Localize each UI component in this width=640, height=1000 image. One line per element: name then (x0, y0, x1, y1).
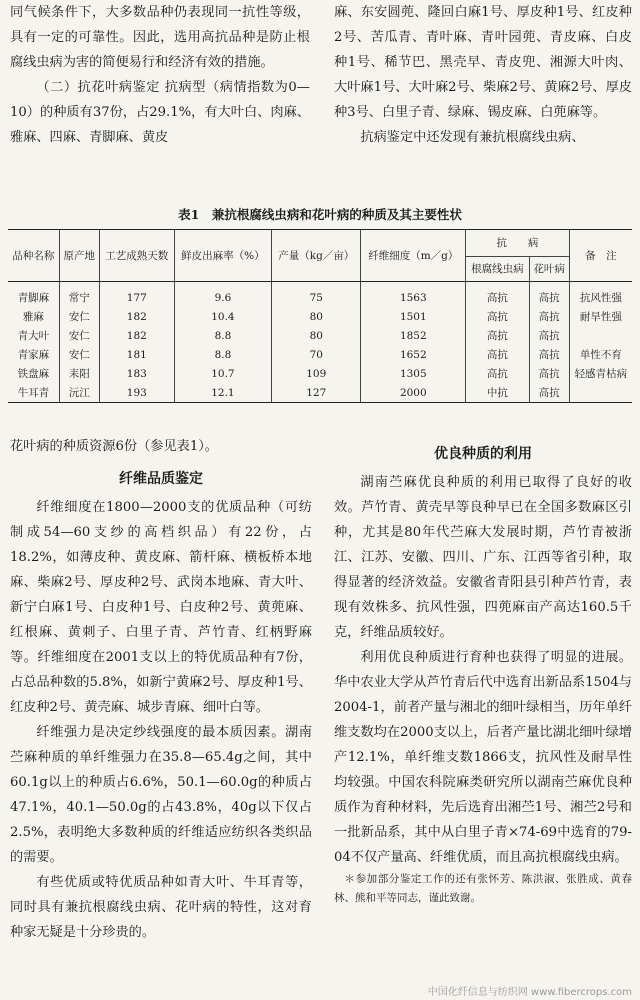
table-row (8, 282, 632, 308)
header-mosaic: 花叶病 (529, 257, 569, 282)
table-cell-yield: 109 (272, 364, 361, 383)
footnote: ＊参加部分鉴定工作的还有张怀芳、陈洪淑、张胜成、黄春林、熊和平等同志，谨此致谢。 (334, 873, 632, 904)
table-cell-name: 雅麻 (22, 310, 44, 323)
section-heading: 优良种质的利用 (434, 446, 532, 462)
table-cell-mosaic: 高抗 (529, 282, 569, 308)
watermark: 中国化纤信息与纺织网 www.fibercrops.com (427, 987, 632, 998)
table-cell-name: 青大叶 (17, 329, 50, 342)
table-cell-remark: 单性不育 (569, 345, 632, 364)
table-cell-remark: 抗风性强 (569, 282, 632, 308)
header-yield: 产量（kg／亩） (272, 230, 361, 282)
table-cell-nematode: 高抗 (466, 345, 529, 364)
left-column-bottom (10, 434, 312, 945)
header-origin: 原产地 (59, 230, 99, 282)
section-heading: 纤维品质鉴定 (119, 471, 203, 487)
table-cell-nematode: 中抗 (466, 383, 529, 403)
table-cell-ratio: 8.8 (174, 345, 271, 364)
table-cell-remark: 耐旱性强 (569, 307, 632, 326)
table-cell-mosaic: 高抗 (529, 364, 569, 383)
table-cell-days: 182 (99, 307, 174, 326)
right-column-bottom (334, 434, 632, 908)
header-remark: 备 注 (569, 230, 632, 282)
header-name: 品种名称 (8, 230, 59, 282)
paragraph: 纤维强力是决定纱线强度的最本质因素。湖南苎麻种质的单纤维强力在35.8—65.4g之间，其中60.1g以上的种质占6.6%，50.1—60.0g的种质占47.1%，40.1—50.0g的占43.8%，40g以下仅占2.5%，表明绝大多数种质的纤维适应纺织各类织品的需要。 (10, 725, 312, 865)
table-cell-fineness: 1652 (361, 345, 466, 364)
table-cell-ratio: 12.1 (174, 383, 271, 403)
germplasm-table (8, 229, 632, 403)
table-cell-ratio: 10.7 (174, 364, 271, 383)
paragraph: 有些优质或特优质品种如青大叶、牛耳青等，同时具有兼抗根腐线虫病、花叶病的特性，这对育种家无疑是十分珍贵的。 (10, 875, 312, 940)
table-cell-fineness: 1305 (361, 364, 466, 383)
paragraph: 湖南苎麻优良种质的利用已取得了良好的收效。芦竹青、黄壳早等良种早已在全国多数麻区引种，尤其是80年代苎麻大发展时期，芦竹青被浙江、江苏、安徽、四川、广东、江西等省引种，取得显著的经济效益。安徽省青阳县引种芦竹青，表现有效株多、抗风性强，四蔸麻亩产高达160.5千克，纤维品质较好。 (334, 475, 632, 640)
table-row (8, 307, 632, 326)
table-row (8, 326, 632, 345)
table-cell-nematode: 高抗 (466, 364, 529, 383)
paragraph: 同气候条件下，大多数品种仍表现同一抗性等级，具有一定的可靠性。因此，选用高抗品种是防止根腐线虫病为害的简便易行和经济有效的措施。 (10, 5, 310, 70)
header-days: 工艺成熟天数 (99, 230, 174, 282)
paragraph: 花叶病的种质资源6份（参见表1）。 (10, 439, 218, 454)
header-ratio: 鲜皮出麻率（%） (174, 230, 271, 282)
left-column-top (10, 0, 310, 150)
table-cell-origin: 安仁 (59, 345, 99, 364)
table-cell-fineness: 1852 (361, 326, 466, 345)
table-cell-yield: 75 (272, 282, 361, 308)
table-cell-yield: 80 (272, 307, 361, 326)
table-cell-mosaic: 高抗 (529, 345, 569, 364)
table-cell-name: 牛耳青 (8, 383, 59, 403)
paragraph: 抗病鉴定中还发现有兼抗根腐线虫病、 (360, 130, 585, 145)
table-cell-name: 青脚麻 (17, 291, 50, 304)
table-cell-ratio: 9.6 (174, 282, 271, 308)
table-cell-origin: 安仁 (59, 326, 99, 345)
table-cell-remark (569, 383, 632, 403)
header-fineness: 纤维细度（m／g） (361, 230, 466, 282)
table-title: 表1 兼抗根腐线虫病和花叶病的种质及其主要性状 (178, 207, 462, 222)
table-cell-name: 铁盘麻 (17, 367, 50, 380)
table-cell-nematode: 高抗 (466, 307, 529, 326)
table-cell-yield: 127 (272, 383, 361, 403)
table-cell-ratio: 8.8 (174, 326, 271, 345)
table-cell-origin: 常宁 (59, 282, 99, 308)
paragraph: 纤维细度在1800—2000支的优质品种（可纺制成54—60支纱的高档织品）有22份，占18.2%，如薄皮种、黄皮麻、箭杆麻、横板桥本地麻、柴麻2号、厚皮种2号、武岗本地麻、青大叶、新宁白麻1号、白皮种1号、白皮种2号、黄蔸麻、红根麻、黄刺子、白里子青、芦竹青、红柄野麻等。纤维细度在2001支以上的特优质品种有7份，占总品种数的5.8%，如新宁黄麻2号、厚皮种1号、红皮种2号、黄壳麻、城步青麻、细叶白等。 (10, 500, 312, 715)
table-cell-fineness: 1501 (361, 307, 466, 326)
header-resistance: 抗 病 (466, 230, 569, 257)
table-cell-yield: 80 (272, 326, 361, 345)
table-cell-fineness: 2000 (361, 383, 466, 403)
table-cell-nematode: 高抗 (466, 282, 529, 308)
table-cell-mosaic: 高抗 (529, 326, 569, 345)
table-cell-mosaic: 高抗 (529, 307, 569, 326)
table-cell-yield: 70 (272, 345, 361, 364)
table-cell-remark: 轻感青枯病 (569, 364, 632, 383)
table-cell-days: 181 (99, 345, 174, 364)
table-row (8, 345, 632, 364)
table-cell-remark (569, 326, 632, 345)
table-cell-ratio: 10.4 (174, 307, 271, 326)
table-cell-origin: 耒阳 (59, 364, 99, 383)
paragraph: （二）抗花叶病鉴定 抗病型（病情指数为0—10）的种质有37份，占29.1%，有大叶白、肉麻、雅麻、四麻、青脚麻、黄皮 (10, 80, 310, 145)
table-cell-origin: 安仁 (59, 307, 99, 326)
table-cell-days: 193 (99, 383, 174, 403)
table-row (8, 364, 632, 383)
table-cell-days: 177 (99, 282, 174, 308)
table-row (8, 383, 632, 403)
table-cell-fineness: 1563 (361, 282, 466, 308)
table-cell-origin: 沅江 (59, 383, 99, 403)
table-cell-name: 青家麻 (17, 348, 50, 361)
header-nematode: 根腐线虫病 (466, 257, 529, 282)
table-cell-days: 183 (99, 364, 174, 383)
table-cell-nematode: 高抗 (466, 326, 529, 345)
table-cell-mosaic: 高抗 (529, 383, 569, 403)
table-cell-days: 182 (99, 326, 174, 345)
paragraph: 麻、东安圆蔸、隆回白麻1号、厚皮种1号、红皮种2号、苦瓜青、青叶麻、青叶园蔸、青皮麻、白皮种1号、稀节巴、黑壳早、青皮兜、湘源大叶肉、大叶麻1号、大叶麻2号、柴麻2号、黄麻2号、厚皮种3号、白里子青、绿麻、锡皮麻、白蔸麻等。 (334, 5, 632, 120)
paragraph: 利用优良种质进行育种也获得了明显的进展。华中农业大学从芦竹青后代中选育出新品系1504与2004-1，前者产量与湘北的细叶绿相当，历年单纤维支数均在2000支以上，后者产量比湖北细叶绿增产12.1%，单纤维支数1866支，抗风性及耐旱性均较强。中国农科院麻类研究所以湖南苎麻优良种质作为育种材料，先后选育出湘苎1号、湘苎2号和一批新品系，其中从白里子青×74-69中选育的79-04不仅产量高、纤维优质，而且高抗根腐线虫病。 (334, 650, 632, 865)
right-column-top (334, 0, 632, 150)
